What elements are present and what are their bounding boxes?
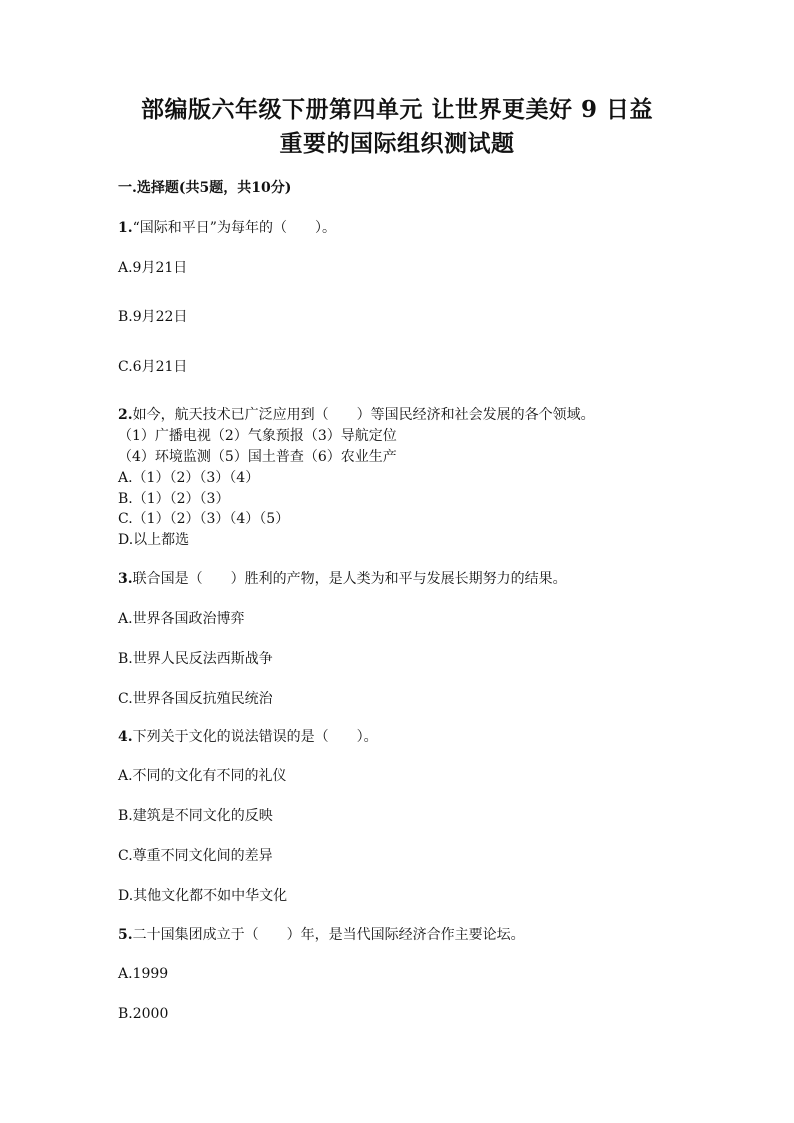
question-2	[118, 405, 595, 425]
question-stem: “国际和平日”为每年的（ ）。	[132, 220, 336, 236]
section-heading: 一.选择题(共5题，共10分)	[118, 180, 292, 196]
question-3	[118, 569, 567, 589]
question-2-option-b: B.（1）（2）（3）	[118, 491, 230, 507]
question-2-option-c: C.（1）（2）（3）（4）（5）	[118, 511, 290, 527]
question-number: 2.	[118, 407, 133, 423]
question-4-option-a: A.不同的文化有不同的礼仪	[118, 768, 287, 784]
question-2-option-a: A.（1）（2）（3）（4）	[118, 470, 260, 486]
question-4-option-c: C.尊重不同文化间的差异	[118, 848, 273, 864]
question-4	[118, 727, 378, 747]
question-2-extra-1: （1）广播电视（2）气象预报（3）导航定位	[118, 428, 397, 444]
question-2-extra-2: （4）环境监测（5）国土普查（6）农业生产	[118, 449, 397, 465]
question-1-option-c: C.6月21日	[118, 359, 188, 375]
question-4-option-d: D.其他文化都不如中华文化	[118, 888, 288, 904]
question-3-option-a: A.世界各国政治博弈	[118, 611, 245, 627]
question-4-option-b: B.建筑是不同文化的反映	[118, 808, 273, 824]
question-stem: 联合国是（ ）胜利的产物，是人类为和平与发展长期努力的结果。	[132, 571, 567, 587]
question-2-option-d: D.以上都选	[118, 532, 190, 548]
question-3-option-b: B.世界人民反法西斯战争	[118, 651, 273, 667]
question-5-option-a: A.1999	[118, 966, 169, 982]
question-stem: 如今，航天技术已广泛应用到（ ）等国民经济和社会发展的各个领域。	[132, 407, 595, 423]
question-number: 1.	[118, 220, 133, 236]
document-title-line-2: 重要的国际组织测试题	[279, 130, 515, 157]
document-title-line-1: 部编版六年级下册第四单元 让世界更美好 9 日益	[140, 96, 654, 123]
question-1-option-a: A.9月21日	[118, 260, 188, 276]
question-1	[118, 218, 336, 238]
question-number: 5.	[118, 927, 133, 943]
question-number: 4.	[118, 729, 133, 745]
question-1-option-b: B.9月22日	[118, 309, 188, 325]
question-3-option-c: C.世界各国反抗殖民统治	[118, 691, 273, 707]
question-5-option-b: B.2000	[118, 1006, 169, 1022]
question-stem: 下列关于文化的说法错误的是（ ）。	[132, 729, 378, 745]
question-5	[118, 925, 525, 945]
question-stem: 二十国集团成立于（ ）年，是当代国际经济合作主要论坛。	[132, 927, 525, 943]
question-number: 3.	[118, 571, 133, 587]
